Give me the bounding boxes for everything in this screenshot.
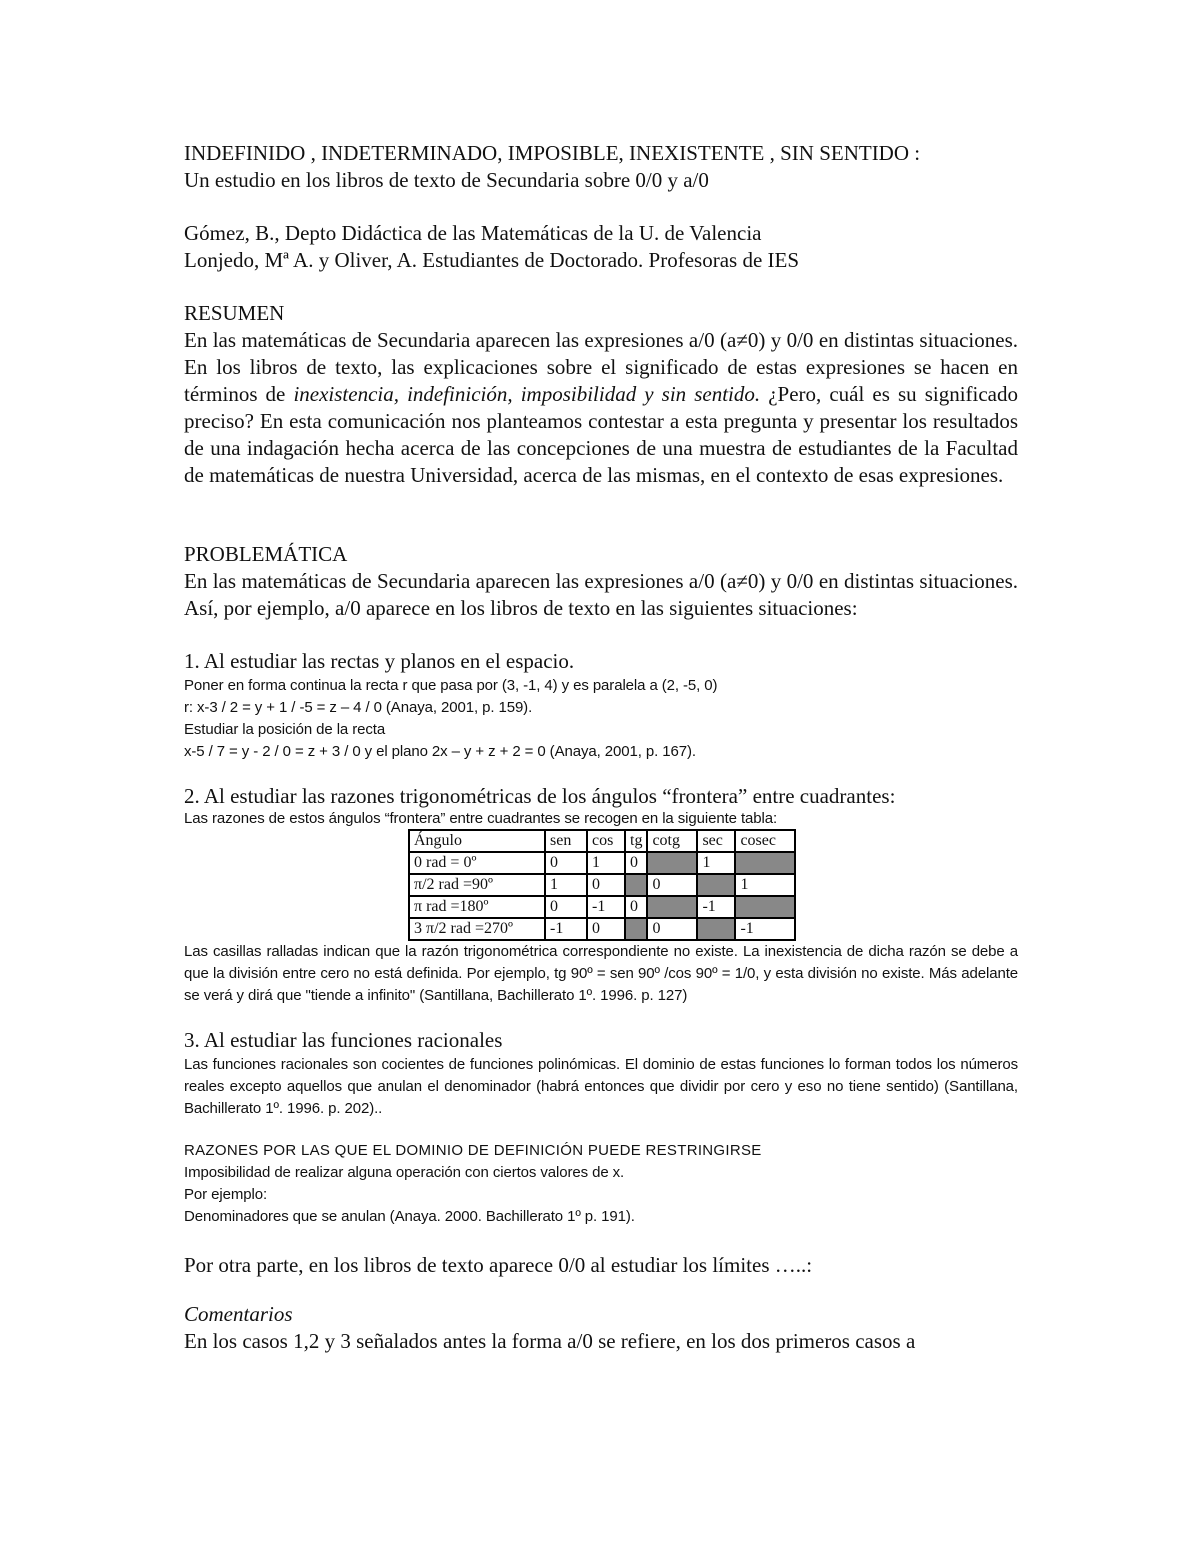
table-cell — [697, 918, 735, 940]
resumen-text-1: En las matemáticas de Secundaria aparecen las expresiones a/0 (a≠0) y 0/0 en distintas situaciones. En los libros de texto, las explicaciones sobre el significado de estas expresiones se hacen en términos de — [184, 328, 1018, 406]
problematica-paragraph: En las matemáticas de Secundaria aparecen las expresiones a/0 (a≠0) y 0/0 en distintas situaciones. Así, por ejemplo, a/0 aparece en los libros de texto en las siguientes situaciones: — [184, 569, 1018, 620]
author-line-1: Gómez, B., Depto Didáctica de las Matemáticas de la U. de Valencia — [184, 221, 762, 245]
razones-line-1: Imposibilidad de realizar alguna operación con ciertos valores de x. — [184, 1164, 625, 1181]
table-cell: 1 — [545, 874, 587, 896]
header-cell: Ángulo — [409, 830, 545, 852]
table-cell: π/2 rad =90º — [409, 874, 545, 896]
table-cell: -1 — [587, 896, 625, 918]
table-cell: 0 — [625, 852, 647, 874]
resumen-heading: RESUMEN — [184, 301, 285, 325]
header-cell: cos — [587, 830, 625, 852]
table-cell — [735, 852, 795, 874]
comentarios-heading — [184, 1301, 1018, 1328]
table-row — [409, 896, 795, 918]
case3-heading: 3. Al estudiar las funciones racionales — [184, 1028, 503, 1052]
case2-heading: 2. Al estudiar las razones trigonométricas de los ángulos “frontera” entre cuadrantes: — [184, 784, 896, 808]
table-cell: 0 — [587, 918, 625, 940]
limites-paragraph: Por otra parte, en los libros de texto aparece 0/0 al estudiar los límites …..: — [184, 1253, 813, 1277]
resumen-text-2: ¿Pero, cuál es su significado preciso? En esta comunicación nos planteamos contestar a esta pregunta y presentar los resultados de una indagación hecha acerca de las concepciones de una muestra de estudiantes de la Facultad de matemáticas de nuestra Universidad, acerca de las mismas, en el contexto de esas expresiones. — [184, 382, 1019, 487]
table-row — [409, 852, 795, 874]
razones-line-2: Por ejemplo: — [184, 1186, 268, 1203]
case2-note: Las casillas ralladas indican que la razón trigonométrica correspondiente no existe. La inexistencia de dicha razón se debe a que la división entre cero no está definida. Por ejemplo, tg 90º = sen 90º /cos 90º = 1/0, y esta división no existe. Más adelante se verá y dirá que "tiende a infinito" (Santillana, Bachillerato 1º. 1996. p. 127) — [184, 943, 1018, 1004]
case2-intro: Las razones de estos ángulos “frontera” entre cuadrantes se recogen en la siguiente tabla: — [184, 810, 778, 827]
table-cell: 0 — [647, 918, 697, 940]
table-cell: 0 rad = 0º — [409, 852, 545, 874]
case1-heading: 1. Al estudiar las rectas y planos en el espacio. — [184, 649, 575, 673]
comentarios-paragraph: En los casos 1,2 y 3 señalados antes la forma a/0 se refiere, en los dos primeros casos a — [184, 1329, 916, 1353]
header-cell: sec — [697, 830, 735, 852]
trig-table — [408, 829, 796, 941]
table-cell — [647, 852, 697, 874]
table-cell — [735, 896, 795, 918]
title-line-2: Un estudio en los libros de texto de Secundaria sobre 0/0 y a/0 — [184, 168, 709, 192]
table-cell — [647, 896, 697, 918]
table-cell: -1 — [697, 896, 735, 918]
table-cell: 0 — [545, 896, 587, 918]
table-cell — [697, 874, 735, 896]
razones-heading: RAZONES POR LAS QUE EL DOMINIO DE DEFINICIÓN PUEDE RESTRINGIRSE — [184, 1142, 762, 1159]
table-cell — [625, 918, 647, 940]
resumen-paragraph — [184, 327, 1018, 489]
case3-paragraph: Las funciones racionales son cocientes de funciones polinómicas. El dominio de estas funciones lo forman todos los números reales excepto aquellos que anulan el denominador (habrá entonces que dividir por cero y eso no tiene sentido) (Santillana, Bachillerato 1º. 1996. p. 202).. — [184, 1056, 1018, 1117]
case1-line-3: Estudiar la posición de la recta — [184, 721, 386, 738]
table-row — [409, 918, 795, 940]
header-cell: cosec — [735, 830, 795, 852]
case1-line-4: x-5 / 7 = y - 2 / 0 = z + 3 / 0 y el plano 2x – y + z + 2 = 0 (Anaya, 2001, p. 167). — [184, 743, 696, 760]
document-page — [184, 140, 1018, 1355]
header-cell: sen — [545, 830, 587, 852]
table-cell: 1 — [587, 852, 625, 874]
case1-line-1: Poner en forma continua la recta r que pasa por (3, -1, 4) y es paralela a (2, -5, 0) — [184, 677, 718, 694]
trig-table-header — [409, 830, 795, 852]
table-cell: -1 — [735, 918, 795, 940]
table-cell: 3 π/2 rad =270º — [409, 918, 545, 940]
title-line-1: INDEFINIDO , INDETERMINADO, IMPOSIBLE, INEXISTENTE , SIN SENTIDO : — [184, 141, 921, 165]
table-cell: 0 — [587, 874, 625, 896]
table-cell: π rad =180º — [409, 896, 545, 918]
problematica-heading: PROBLEMÁTICA — [184, 542, 348, 566]
table-cell: 0 — [647, 874, 697, 896]
author-line-2: Lonjedo, Mª A. y Oliver, A. Estudiantes de Doctorado. Profesoras de IES — [184, 248, 800, 272]
razones-line-3: Denominadores que se anulan (Anaya. 2000. Bachillerato 1º p. 191). — [184, 1208, 635, 1225]
comentarios-heading-text: Comentarios — [184, 1302, 293, 1326]
table-cell: 1 — [735, 874, 795, 896]
table-cell — [625, 874, 647, 896]
case1-line-2: r: x-3 / 2 = y + 1 / -5 = z – 4 / 0 (Anaya, 2001, p. 159). — [184, 699, 533, 716]
header-cell: cotg — [647, 830, 697, 852]
table-row — [409, 874, 795, 896]
table-cell: 0 — [625, 896, 647, 918]
table-cell: 1 — [697, 852, 735, 874]
header-cell: tg — [625, 830, 647, 852]
resumen-text-italic: inexistencia, indefinición, imposibilidad y sin sentido. — [293, 382, 761, 406]
table-cell: 0 — [545, 852, 587, 874]
table-cell: -1 — [545, 918, 587, 940]
